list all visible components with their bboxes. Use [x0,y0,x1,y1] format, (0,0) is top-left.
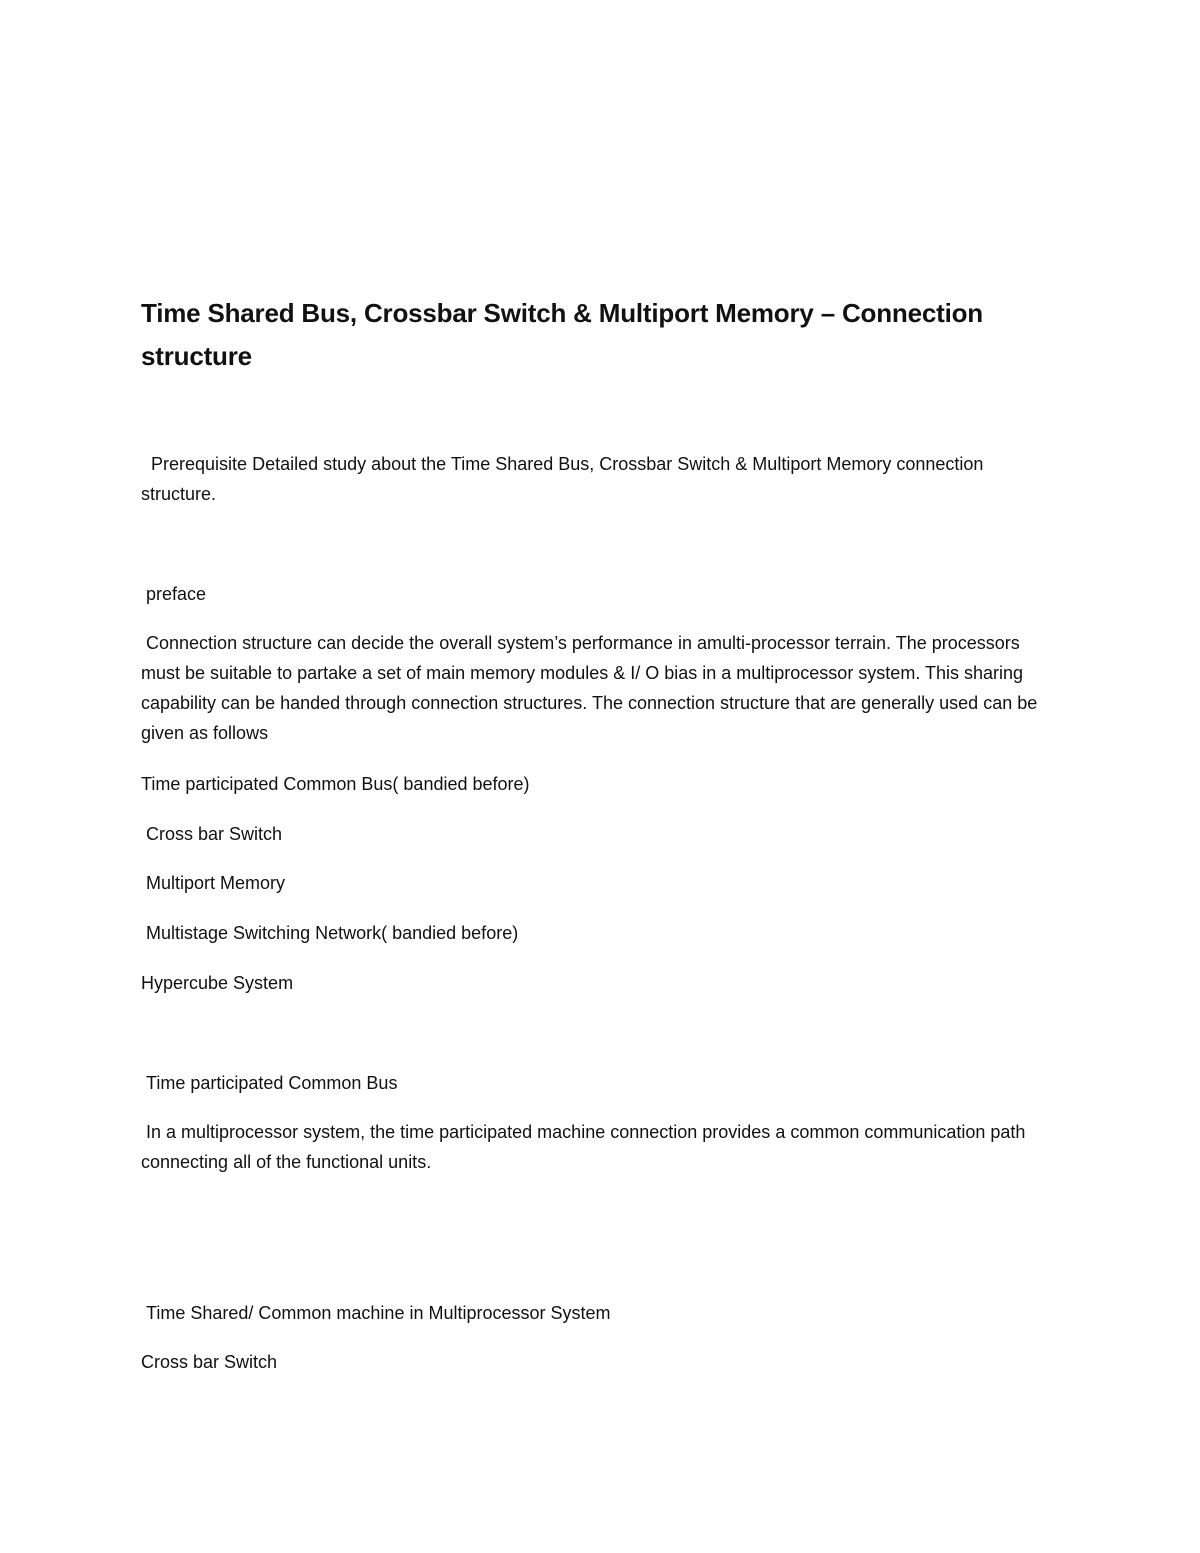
list-item: Time participated Common Bus( bandied before) [141,774,530,794]
next-section-heading: Cross bar Switch [141,1352,278,1372]
figure-caption: Time Shared/ Common machine in Multiprocessor System [141,1303,611,1323]
list-item: Multiport Memory [141,873,286,893]
prerequisite-paragraph: Prerequisite Detailed study about the Time Shared Bus, Crossbar Switch & Multiport Memory connection structure. [141,454,989,504]
section-paragraph: In a multiprocessor system, the time participated machine connection provides a common communication path connecting all of the functional units. [141,1122,1031,1172]
document-title: Time Shared Bus, Crossbar Switch & Multiport Memory – Connection structure [141,298,983,371]
list-item: Multistage Switching Network( bandied before) [141,923,519,943]
list-item: Hypercube System [141,973,294,993]
list-item: Cross bar Switch [141,824,283,844]
preface-heading: preface [141,584,207,604]
section-heading: Time participated Common Bus [141,1073,398,1093]
intro-paragraph: Connection structure can decide the overall system’s performance in amulti-processor terrain. The processors must be suitable to partake a set of main memory modules & I/ O bias in a multiprocessor system. This sharing capability can be handed through connection structures. The connection structure that are generally used can be given as follows [141,633,1043,743]
